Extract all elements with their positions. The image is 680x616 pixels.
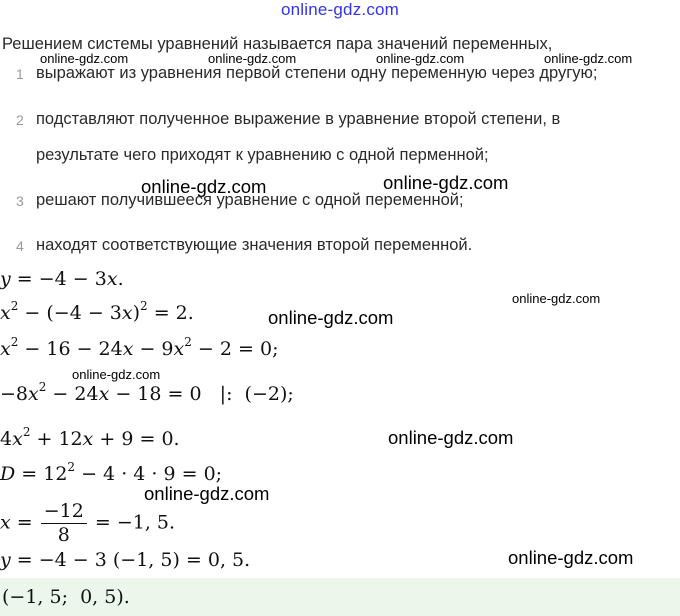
step-number: 3 (16, 193, 24, 209)
math-line-3: $x^2 - 16 - 24x - 9x^2 - 2 = 0$; (0, 335, 279, 360)
math-line-1: y = −4 − 3x. (0, 268, 124, 290)
math-line-8: y = −4 − 3 (−1, 5) = 0, 5. (0, 549, 251, 571)
watermark: online-gdz.com (383, 172, 509, 193)
math-line-7: x = $\frac{-12}{8}$ = −1, 5. (0, 500, 176, 546)
watermark: online-gdz.com (512, 291, 601, 306)
math-line-6: $D = 12^2 - 4 \cdot 4 \cdot 9 = 0$; (0, 460, 223, 485)
site-watermark-header: online-gdz.com (280, 0, 400, 19)
math-line-5: $4x^2 + 12x + 9 = 0$. (0, 425, 180, 450)
intro-text: Решением системы уравнений называется пара значений переменных, (2, 35, 553, 53)
fraction: $\frac{-12}{8}$ (41, 500, 87, 547)
watermark: online-gdz.com (508, 547, 634, 568)
watermark: online-gdz.com (544, 51, 633, 66)
watermark: online-gdz.com (388, 427, 514, 448)
watermark: online-gdz.com (144, 483, 270, 504)
math-line-4: $-8x^2 - 24x - 18 = 0$ |: (−2); (0, 380, 294, 405)
step-text-continued: результате чего приходят к уравнению с одной перменной; (36, 146, 489, 164)
step-text: подставляют полученное выражение в уравнение второй степени, в (36, 110, 561, 128)
step-number: 1 (16, 66, 24, 82)
step-text: выражают из уравнения первой степени одну переменную через другую; (36, 64, 598, 82)
watermark: online-gdz.com (268, 307, 394, 328)
watermark: online-gdz.com (40, 51, 129, 66)
step-text: решают получившееся уравнение с одной переменной; (36, 191, 464, 209)
watermark: online-gdz.com (208, 51, 297, 66)
watermark: online-gdz.com (72, 367, 161, 382)
watermark: online-gdz.com (376, 51, 465, 66)
answer-text: (−1, 5; 0, 5). (2, 586, 130, 608)
step-text: находят соответствующие значения второй переменной. (36, 236, 473, 254)
step-number: 4 (16, 238, 24, 254)
watermark: online-gdz.com (141, 176, 267, 197)
math-line-2: $x^2 - (-4 - 3x)^2 = 2$. (0, 299, 194, 324)
step-number: 2 (16, 112, 24, 128)
